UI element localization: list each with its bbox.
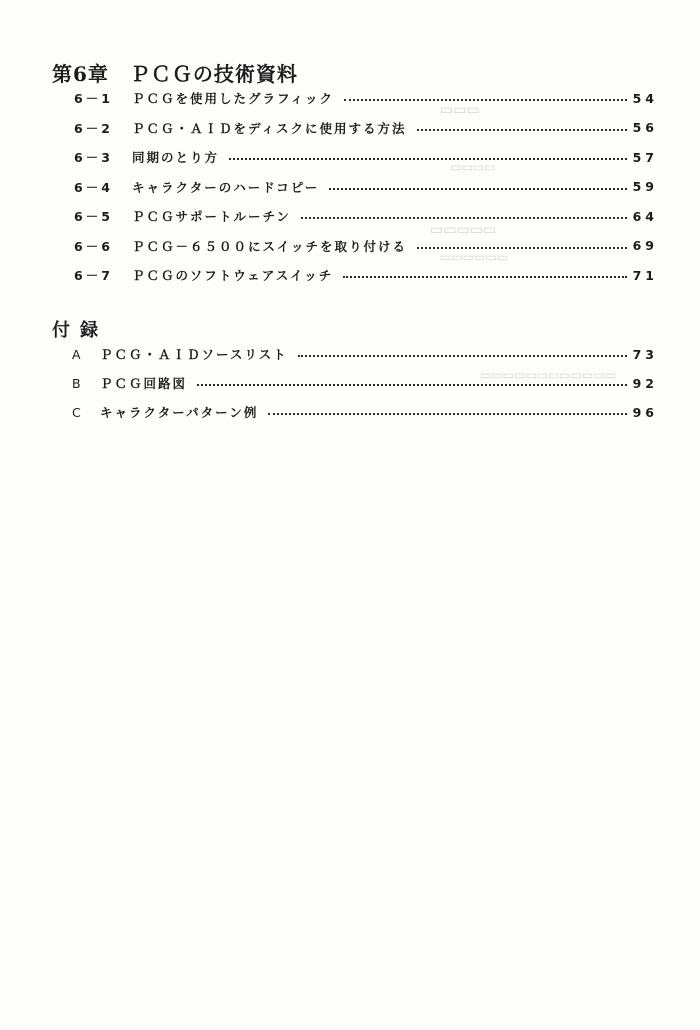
toc-entry-title: ＰＣＧ・ＡＩＤソースリスト — [100, 347, 288, 362]
toc-entry-page: 96 — [632, 404, 658, 420]
toc-entry-title: ＰＣＧ－６５００にスイッチを取り付ける — [132, 238, 408, 254]
toc-entry — [0, 235, 700, 257]
toc-entry — [0, 146, 700, 168]
toc-entry-page: 73 — [632, 346, 658, 362]
toc-leader-dots — [298, 354, 627, 357]
toc-entry-number: 6－6 — [74, 238, 113, 254]
toc-entry-page: 56 — [632, 120, 658, 135]
toc-entry-number: B — [72, 375, 81, 391]
toc-entry-number: 6－3 — [74, 150, 113, 165]
bleed-through-mark: ▭▭▭▭▭ — [430, 222, 497, 238]
toc-entry-number: 6－5 — [74, 209, 113, 224]
toc-entry-title: ＰＣＧのソフトウェアスイッチ — [132, 268, 334, 283]
toc-entry-number: C — [72, 404, 81, 420]
bleed-through-mark: ▭▭▭▭▭▭ — [440, 250, 509, 264]
chapter-title: 第6章 ＰＣＧの技術資料 — [52, 62, 298, 86]
toc-entry-page: 69 — [632, 238, 658, 253]
bleed-through-mark: ▭▭▭▭ — [450, 160, 496, 174]
toc-entry-title: ＰＣＧを使用したグラフィック — [132, 91, 335, 106]
toc-entry — [0, 176, 700, 198]
toc-entry-title: ＰＣＧ・ＡＩＤをディスクに使用する方法 — [132, 120, 407, 136]
toc-entry-page: 71 — [632, 267, 658, 283]
bleed-through-mark: ▭▭▭▭▭▭▭▭▭▭▭▭ — [480, 368, 617, 382]
toc-entry-number: 6－7 — [74, 268, 113, 283]
toc-entry-page: 64 — [632, 208, 658, 224]
toc-entry-number: A — [72, 346, 81, 362]
toc-leader-dots — [268, 412, 627, 415]
toc-leader-dots — [197, 383, 627, 386]
toc-entry — [0, 264, 700, 286]
toc-entry-page: 59 — [632, 179, 658, 194]
toc-entry-number: 6－2 — [74, 120, 113, 136]
toc-leader-dots — [329, 187, 627, 190]
toc-entry — [0, 401, 700, 423]
toc-leader-dots — [229, 157, 627, 160]
toc-leader-dots — [344, 98, 627, 101]
toc-entry — [0, 343, 700, 365]
toc-entry-title: キャラクターパターン例 — [100, 405, 259, 420]
toc-entry-page: 57 — [632, 149, 658, 165]
toc-leader-dots — [343, 275, 627, 278]
toc-entry-number: 6－4 — [74, 179, 113, 195]
toc-entry — [0, 117, 700, 139]
toc-entry-number: 6－1 — [74, 91, 113, 106]
toc-entry — [0, 205, 700, 227]
toc-entry-title: キャラクターのハードコピー — [132, 179, 320, 195]
appendix-title: 付録 — [52, 320, 108, 341]
toc-entry-title: ＰＣＧ回路図 — [100, 376, 188, 391]
toc-leader-dots — [301, 216, 627, 219]
toc-entry — [0, 372, 700, 394]
toc-entry — [0, 87, 700, 109]
toc-entry-page: 54 — [632, 90, 658, 106]
toc-leader-dots — [417, 246, 627, 249]
toc-entry-title: ＰＣＧサポートルーチン — [132, 209, 291, 224]
bleed-through-mark: ▭▭▭ — [440, 102, 480, 118]
toc-entry-page: 92 — [632, 375, 658, 391]
toc-leader-dots — [417, 128, 627, 131]
toc-entry-title: 同期のとり方 — [132, 150, 220, 165]
